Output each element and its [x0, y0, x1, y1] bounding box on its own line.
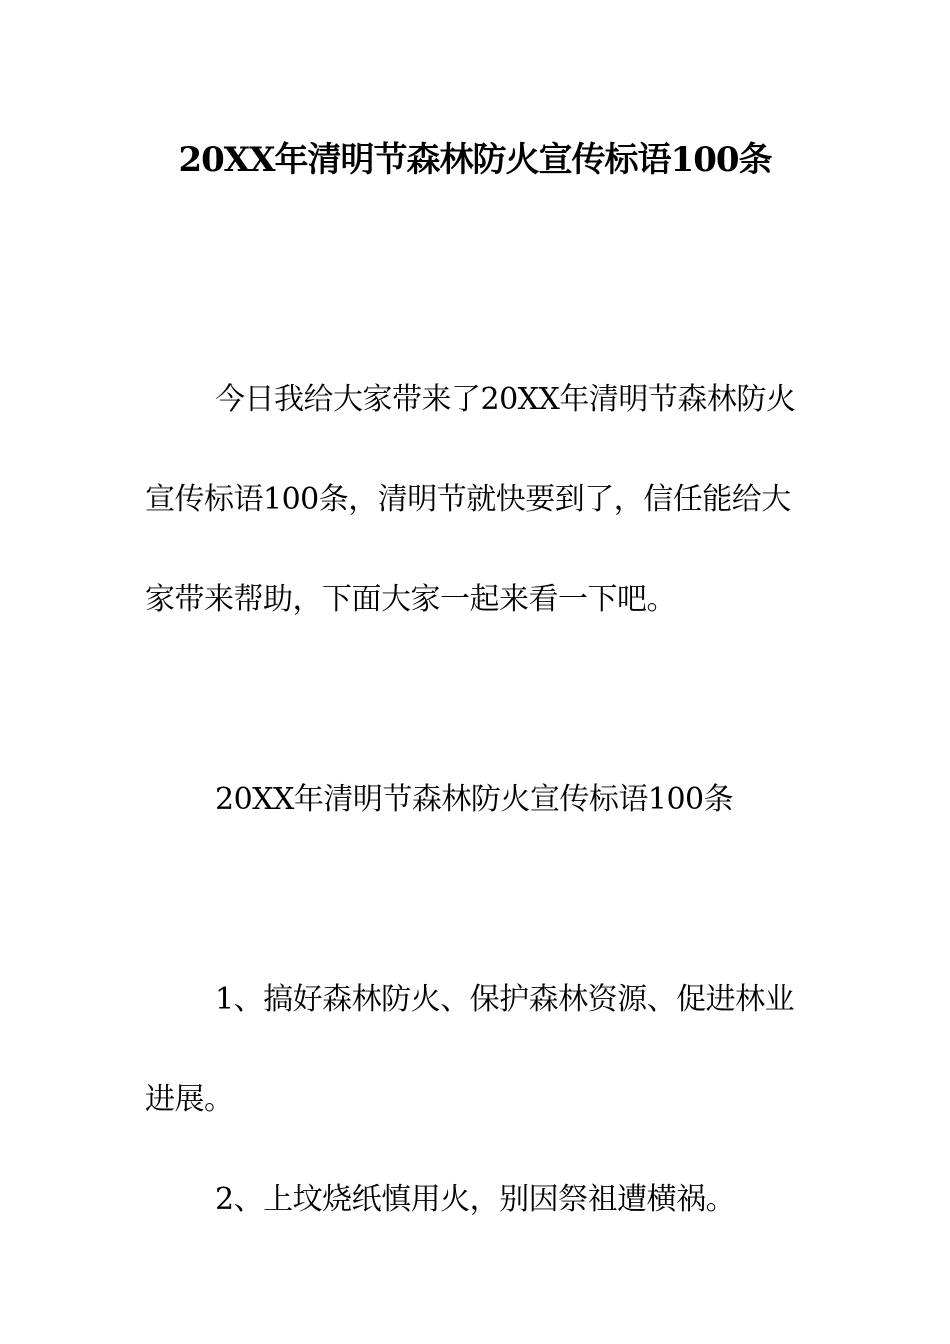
slogan-item-1: 1、搞好森林防火、保护森林资源、促进林业进展。: [145, 982, 795, 1117]
slogan-item-2: 2、上坟烧纸慎用火，别因祭祖遭横祸。: [215, 1182, 736, 1217]
subtitle-paragraph: 20XX年清明节森林防火宣传标语100条: [215, 782, 734, 817]
intro-paragraph: 今日我给大家带来了20XX年清明节森林防火宣传标语100条，清明节就快要到了，信任能给大家带来帮助，下面大家一起来看一下吧。: [145, 382, 796, 617]
document-title: 20XX年清明节森林防火宣传标语100条: [178, 140, 772, 180]
